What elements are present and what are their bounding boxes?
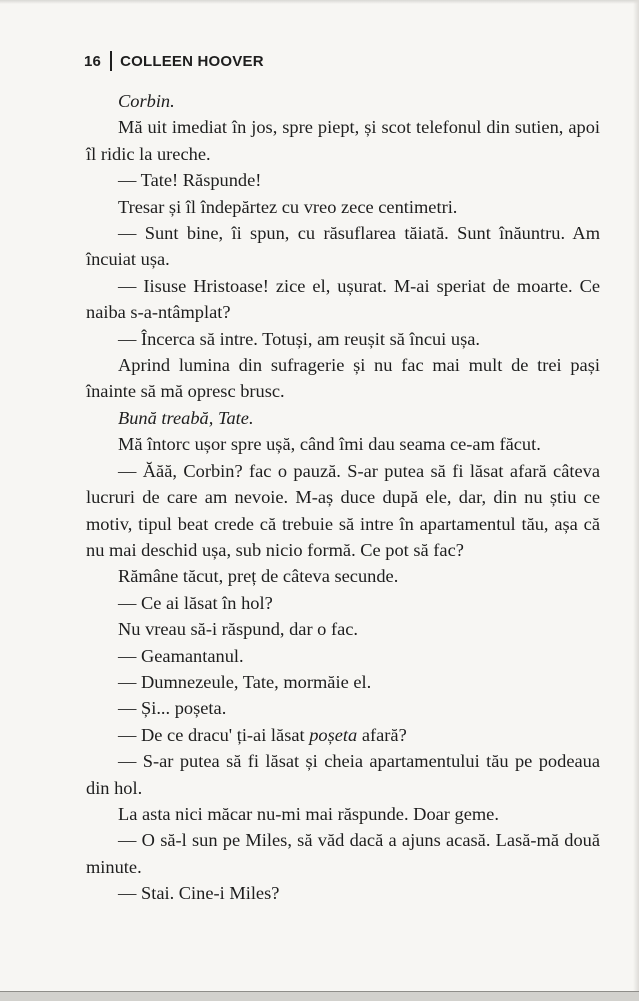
page-right-edge xyxy=(633,0,639,1000)
paragraph: La asta nici măcar nu-mi mai răspunde. Doar geme. xyxy=(118,803,499,824)
paragraph: Mă uit imediat în jos, spre piept, și scot telefonul din sutien, apoi îl ridic la ureche. xyxy=(86,117,600,164)
paragraph: — Tate! Răspunde! xyxy=(118,170,262,191)
emphasized-word: poșeta xyxy=(309,724,358,745)
page-top-edge xyxy=(0,0,639,4)
paragraph: Bună treabă, Tate. xyxy=(118,407,254,428)
paragraph: Aprind lumina din sufragerie și nu fac mai mult de trei pași înainte să mă opresc brusc. xyxy=(86,355,600,402)
paragraph: — Și... poșeta. xyxy=(118,698,227,719)
body-text xyxy=(86,88,600,907)
paragraph: — Sunt bine, îi spun, cu răsuflarea tăiată. Sunt înăuntru. Am încuiat ușa. xyxy=(86,223,600,270)
paragraph xyxy=(86,722,600,748)
running-header xyxy=(84,50,264,72)
paragraph: — Geamantanul. xyxy=(118,645,244,666)
paragraph: — Ăăă, Corbin? fac o pauză. S-ar putea să fi lăsat afară câteva lucruri de care am nevoie. M-aș duce după ele, dar, din nu știu ce motiv, tipul beat crede că trebuie să intre în apartamentul tău, așa că nu mai deschid ușa, sub nicio formă. Ce pot să fac? xyxy=(86,460,600,560)
paragraph: Mă întorc ușor spre ușă, când îmi dau seama ce-am făcut. xyxy=(118,434,541,455)
header-separator xyxy=(110,51,112,71)
paragraph-text: — De ce dracu' ți-ai lăsat xyxy=(118,724,310,745)
paragraph: — Dumnezeule, Tate, mormăie el. xyxy=(118,671,372,692)
paragraph: Nu vreau să-i răspund, dar o fac. xyxy=(118,619,359,640)
paragraph: — O să-l sun pe Miles, să văd dacă a ajuns acasă. Lasă-mă două minute. xyxy=(86,830,600,877)
paragraph: — Încerca să intre. Totuși, am reușit să încui ușa. xyxy=(118,328,480,349)
paragraph: — Ce ai lăsat în hol? xyxy=(118,592,273,613)
paragraph: — Iisuse Hristoase! zice el, ușurat. M-ai speriat de moarte. Ce naiba s-a-ntâmplat? xyxy=(86,275,600,323)
header-author: COLLEEN HOOVER xyxy=(120,52,264,70)
paragraph: Tresar și îl îndepărtez cu vreo zece centimetri. xyxy=(118,196,458,217)
page-number: 16 xyxy=(84,52,102,70)
paragraph: Rămâne tăcut, preț de câteva secunde. xyxy=(118,566,399,587)
paragraph-text: afară? xyxy=(357,724,407,745)
paragraph: Corbin. xyxy=(118,91,175,111)
paragraph: — S-ar putea să fi lăsat și cheia apartamentului tău pe podeaua din hol. xyxy=(86,751,600,798)
paragraph: — Stai. Cine-i Miles? xyxy=(118,883,280,904)
